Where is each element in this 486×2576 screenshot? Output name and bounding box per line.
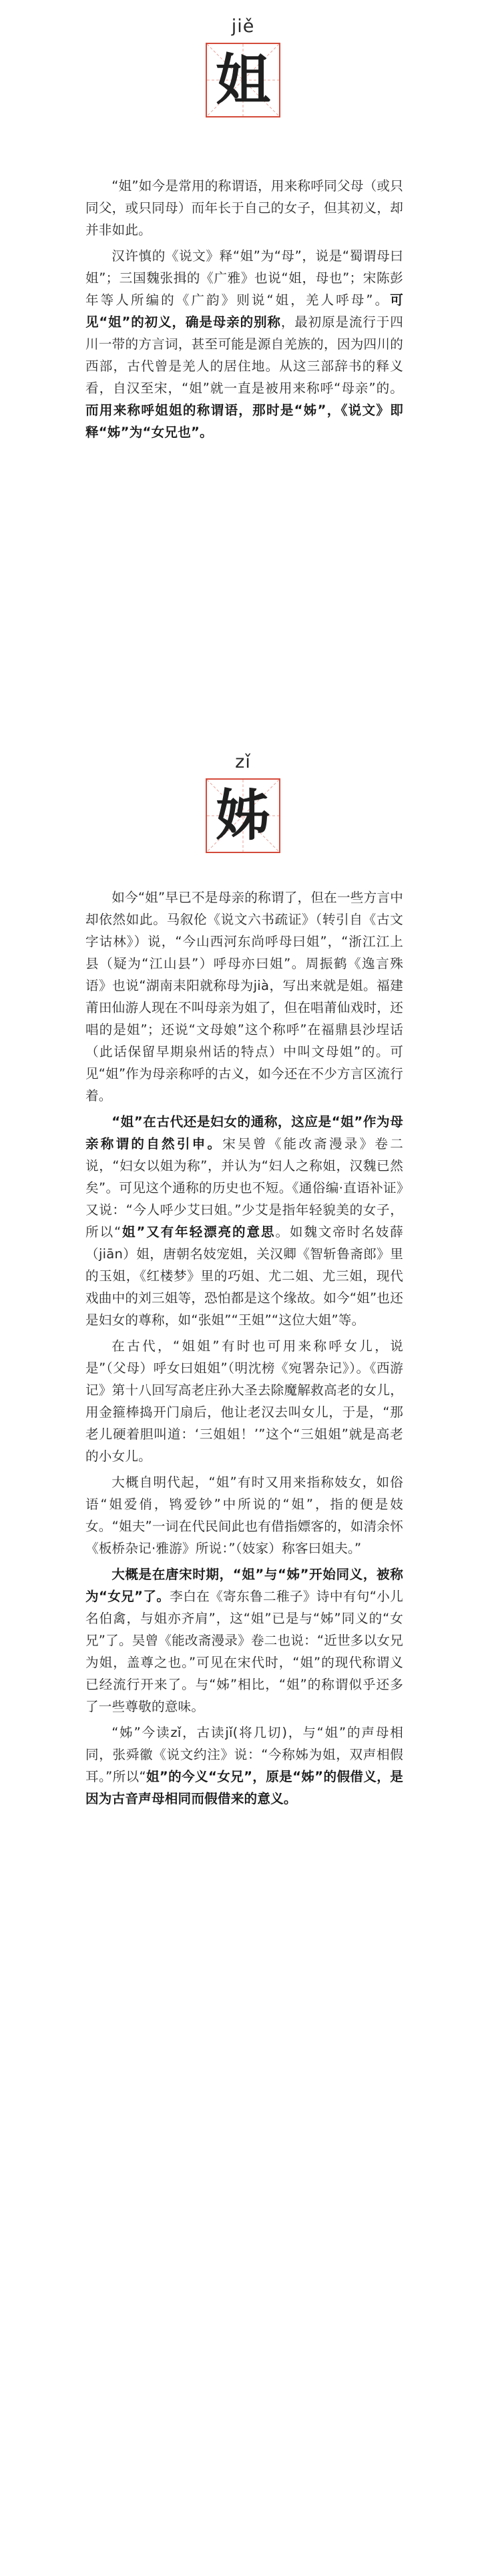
emphasis-text: 姐”又有年轻漂亮的意思 xyxy=(121,1224,276,1240)
paragraph-text: 宋吴曾《能改斋漫录》卷二说，“妇女以姐为称”，并认为“妇人之称姐，汉魏已然矣”。可见这个通称的历史也不短。《通俗编·直语补证》又说：“今人呼少艾曰姐。”少艾是指年轻貌美的女子，所以“ xyxy=(85,1136,403,1240)
emphasis-text: “姐”在古代还是妇女的通称，这应是“姐”作为母亲称谓的自然引申。 xyxy=(85,1114,403,1151)
paragraph-text: 在古代，“姐姐”有时也可用来称呼女儿，说是”（父母）呼女曰姐姐”（明沈榜《宛署杂记》）。《西游记》第十八回写高老庄孙大圣去除魔解救高老的女儿，用金箍棒捣开门扇后，他让老汉去叫女儿，于是，“那老儿硬着胆叫道：‘三姐姐！’”这个“三姐姐”就是高老的小女儿。 xyxy=(85,1338,403,1464)
character-glyph: 姊 xyxy=(215,784,270,848)
paragraph-text: 如今“姐”早已不是母亲的称谓了，但在一些方言中却依然如此。马叙伦《说文六书疏证》（转引自《古文字诂林》）说，“今山西河东尚呼母曰姐”，“浙江江上县（疑为“江山县”）呼母亦曰姐”。周振鹤《逸言殊语》也说“湖南耒阳就称母为jià，写出来就是姐。福建莆田仙游人现在不叫母亲为姐了，但在唱莆仙戏时，还唱的是姐”；还说“文母娘”这个称呼”在福鼎县沙埕话（此话保留早期泉州话的特点）中叫文母姐”的。可见“姐”作为母亲称呼的古义，如今还在不少方言区流行着。 xyxy=(85,890,403,1103)
pinyin-label: jiě xyxy=(231,16,255,37)
character-grid-box xyxy=(206,778,280,853)
paragraph-text: “姐”如今是常用的称谓语，用来称呼同父母（或只同父，或只同母）而年长于自己的女子，但其初义，却并非如此。 xyxy=(85,178,403,238)
paragraph-text: 。如魏文帝时名妓薛（jiān）姐，唐朝名妓宠姐，关汉卿《智斩鲁斋郎》里的玉姐，《红楼梦》里的巧姐、尤二姐、尤三姐，现代戏曲中的刘三姐等，恐怕都是这个缘故。如今“姐”也还是妇女的尊称，如“张姐”“王姐”“这位大姐”等。 xyxy=(85,1224,403,1328)
body-paragraph xyxy=(85,1722,403,1810)
emphasis-text: 可见“姐”的初义，确是母亲的别称 xyxy=(85,292,403,330)
character-grid-box xyxy=(206,43,280,117)
body-paragraph xyxy=(85,1335,403,1467)
body-paragraph xyxy=(85,1471,403,1559)
pinyin-label: zǐ xyxy=(235,752,251,772)
paragraph-text: 李白在《寄东鲁二稚子》诗中有句“小儿名伯禽，与姐亦齐肩”，这“姐”已是与“姊”同义的“女兄”了。吴曾《能改斋漫录》卷二也说：“近世多以女兄为姐，盖尊之也。”可见在宋代时，“姐”的现代称谓义已经流行开来了。与“姊”相比，“姐”的称谓似乎还多了一些尊敬的意味。 xyxy=(85,1589,403,1714)
body-paragraph xyxy=(85,175,403,241)
body-paragraph xyxy=(85,1563,403,1718)
paragraph-text: ，最初原是流行于四川一带的方言词，甚至可能是源自羌族的，因为四川的西部，古代曾是羌人的居住地。从这三部辞书的释义看，自汉至宋，“姐”就一直是被用来称呼“母亲”的。 xyxy=(85,314,403,396)
section-body-zi xyxy=(85,886,403,1810)
body-paragraph xyxy=(85,245,403,443)
emphasis-text: 而用来称呼姐姐的称谓语，那时是“姊”，《说文》即释“姊”为“女兄也”。 xyxy=(85,403,403,440)
character-header-zi xyxy=(0,750,486,853)
section-body-jie xyxy=(85,175,403,443)
character-header-jie xyxy=(0,15,486,117)
paragraph-text: 大概自明代起，“姐”有时又用来指称妓女，如俗语“姐爱俏，鸨爱钞”中所说的“姐”，指的便是妓女。“姐夫”一词在代民间此也有借指嫖客的，如清余怀《板桥杂记·雅游》所说：”（妓家）称客曰姐夫。” xyxy=(85,1475,403,1556)
character-glyph: 姐 xyxy=(215,48,270,112)
body-paragraph xyxy=(85,886,403,1107)
emphasis-text: 姐”的今义“女兄”，原是“姊”的假借义，是因为古音声母相同而假借来的意义。 xyxy=(85,1769,404,1806)
body-paragraph xyxy=(85,1111,403,1331)
paragraph-text: 汉许慎的《说文》释“姐”为“母”，说是“蜀谓母曰姐”；三国魏张揖的《广雅》也说“姐，母也”；宋陈彭年等人所编的《广韵》则说“姐，羌人呼母”。 xyxy=(85,248,403,308)
emphasis-text: 大概是在唐宋时期，“姐”与“姊”开始同义，被称为“女兄”了。 xyxy=(85,1567,403,1604)
paragraph-text: “姊”今读zǐ，古读jǐ(将几切)，与“姐”的声母相同，张舜徽《说文约注》说：“今称姊为姐，双声相假耳。”所以“ xyxy=(85,1725,403,1784)
